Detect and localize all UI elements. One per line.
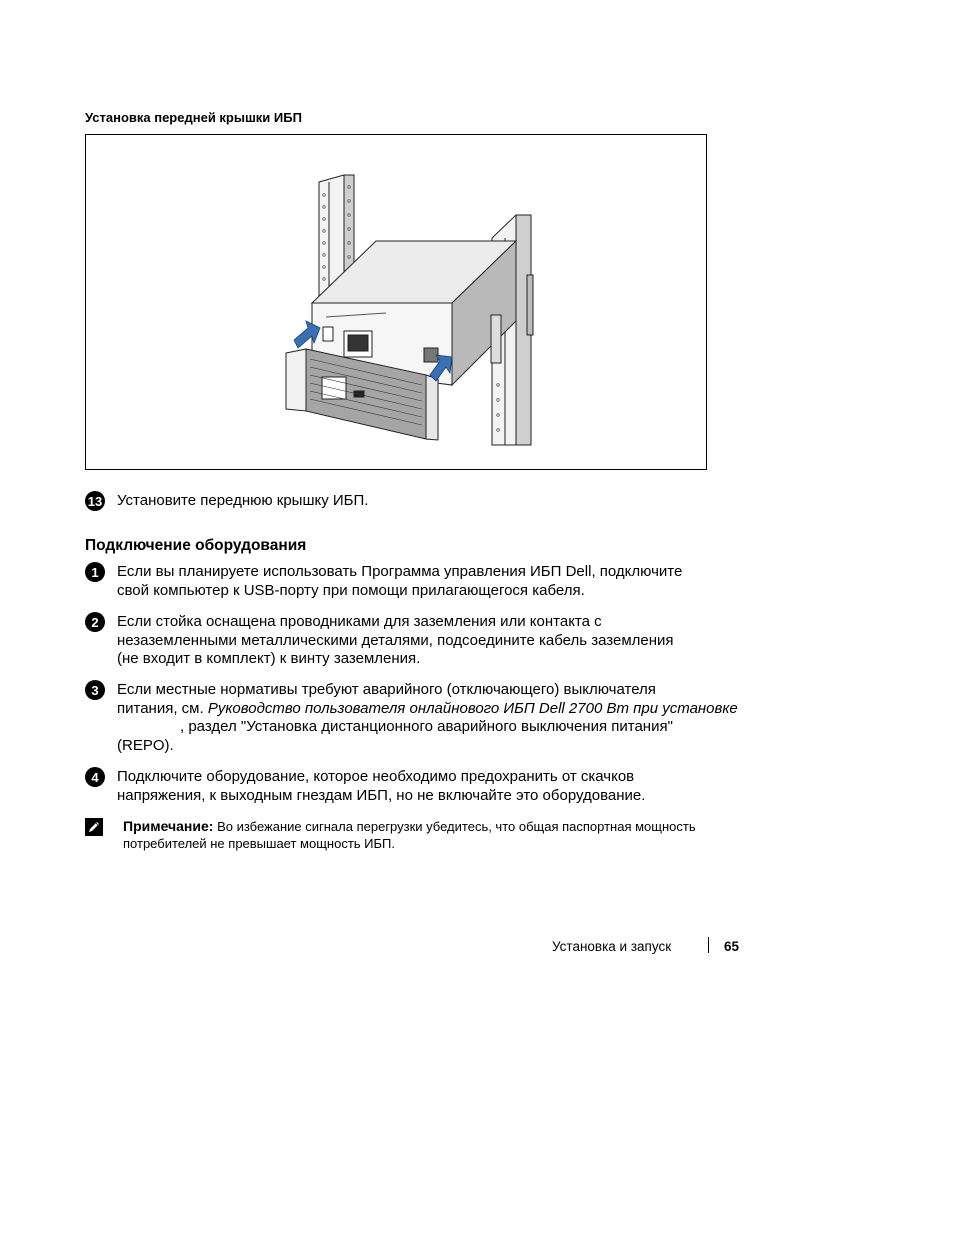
note-body-line-2: потребителей не превышает мощность ИБП. <box>123 836 395 851</box>
step-3-line-2-prefix: питания, см. <box>117 699 208 717</box>
step-3-text <box>117 681 767 755</box>
note-text <box>123 818 773 852</box>
step-number-1: 1 <box>85 562 105 582</box>
step-number-4: 4 <box>85 767 105 787</box>
step-3-line-2 <box>117 700 767 719</box>
step-3-line-4: (REPO). <box>117 736 174 754</box>
step-2-text <box>117 613 767 669</box>
step-4-text <box>117 768 767 805</box>
step-2-line-3: (не входит в комплект) к винту заземления. <box>117 650 421 667</box>
section-title: Подключение оборудования <box>85 537 307 554</box>
step-2-line-1: Если стойка оснащена проводниками для заземления или контакта с <box>117 613 602 630</box>
step-4-line-1: Подключите оборудование, которое необходимо предохранить от скачков <box>117 768 635 785</box>
step-2-line-2: незаземленными металлическими деталями, подсоедините кабель заземления <box>117 631 674 649</box>
user-guide-reference: Руководство пользователя онлайнового ИБП Dell 2700 Вт при установке <box>207 699 738 717</box>
pencil-note-icon <box>85 818 103 836</box>
step-number-3: 3 <box>85 680 105 700</box>
footer-divider <box>708 937 709 953</box>
note-label: Примечание: <box>123 818 214 834</box>
step-number-2: 2 <box>85 612 105 632</box>
step-13-text: Установите переднюю крышку ИБП. <box>117 492 369 509</box>
ups-front-cover-illustration <box>85 134 707 470</box>
note-body: Во избежание сигнала перегрузки убедитесь, что общая паспортная мощность <box>213 819 696 834</box>
page-number: 65 <box>724 939 740 954</box>
step-4-line-2: напряжения, к выходным гнездам ИБП, но не включайте это оборудование. <box>117 786 646 804</box>
step-1-text <box>117 563 767 600</box>
rack-ups-diagram <box>86 135 706 469</box>
step-1-line-2: свой компьютер к USB-порту при помощи прилагающегося кабеля. <box>117 581 585 599</box>
step-3-line-3: , раздел "Установка дистанционного аварийного выключения питания" <box>180 718 673 735</box>
footer-section-name: Установка и запуск <box>552 939 672 954</box>
step-number-13: 13 <box>85 491 105 511</box>
step-3-line-1: Если местные нормативы требуют аварийного (отключающего) выключателя <box>117 681 656 698</box>
step-1-line-1: Если вы планируете использовать Программа управления ИБП Dell, подключите <box>117 563 683 580</box>
figure-caption: Установка передней крышки ИБП <box>85 110 302 125</box>
